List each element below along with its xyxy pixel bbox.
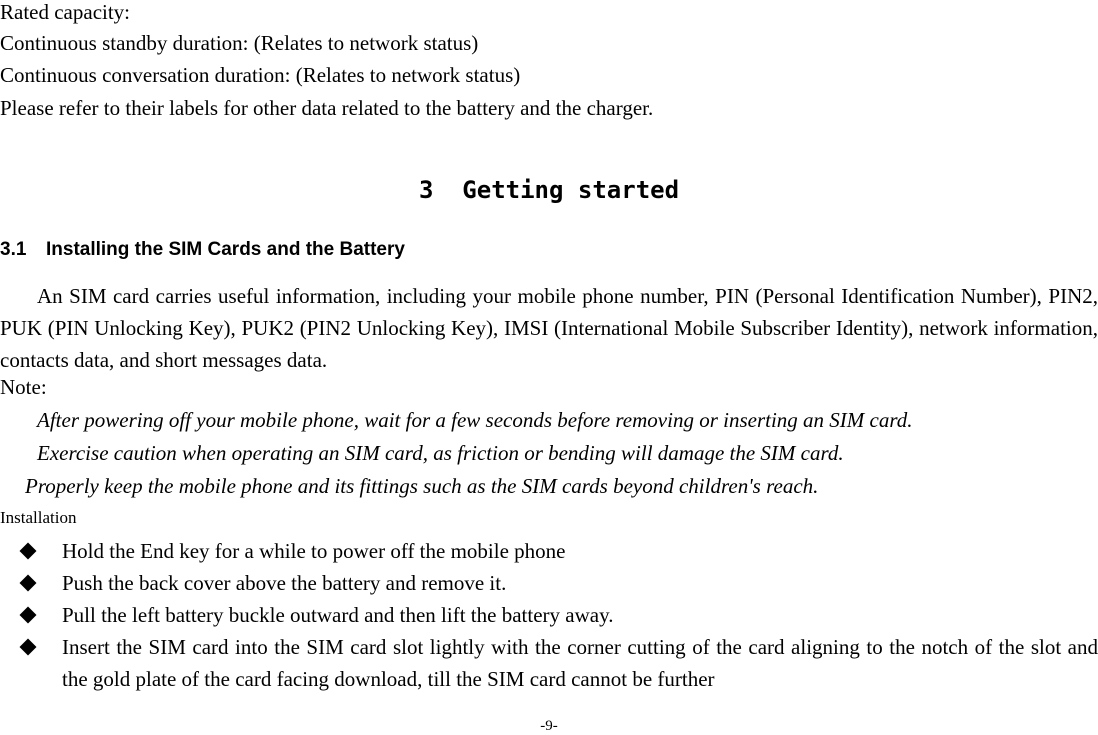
diamond-bullet-icon — [20, 639, 36, 655]
note-item: After powering off your mobile phone, wait for a few seconds before removing or inserting an SIM card. — [37, 408, 913, 432]
conversation-duration-line: Continuous conversation duration: (Relates to network status) — [0, 63, 521, 87]
installation-label: Installation — [0, 508, 77, 527]
note-item: Properly keep the mobile phone and its fittings such as the SIM cards beyond children's reach. — [25, 474, 819, 498]
installation-step-text: Hold the End key for a while to power off the mobile phone — [62, 539, 566, 563]
section-title: Installing the SIM Cards and the Battery — [46, 239, 405, 260]
rated-capacity-line: Rated capacity: — [0, 0, 131, 24]
battery-labels-line: Please refer to their labels for other data related to the battery and the charger. — [0, 96, 654, 120]
diamond-bullet-icon — [20, 543, 36, 559]
sim-card-description-paragraph: An SIM card carries useful information, including your mobile phone number, PIN (Personal Identification Number), PIN2, PUK (PIN Unlocking Key), PUK2 (PIN2 Unlocking Key), IMSI (International Mobile Subscriber Identity), network information, contacts data, and short messages data. — [0, 284, 1098, 372]
chapter-heading — [0, 175, 1098, 205]
note-label: Note: — [0, 375, 47, 399]
standby-duration-line: Continuous standby duration: (Relates to network status) — [0, 31, 479, 55]
installation-step-text: Insert the SIM card into the SIM card slot lightly with the corner cutting of the card aligning to the notch of the slot and the gold plate of the card facing download, till the SIM card cannot be further — [62, 635, 1098, 691]
installation-step-text: Pull the left battery buckle outward and then lift the battery away. — [62, 603, 614, 627]
note-item: Exercise caution when operating an SIM card, as friction or bending will damage the SIM card. — [37, 441, 844, 465]
chapter-number: 3 — [418, 176, 434, 204]
page-number: -9- — [540, 718, 558, 734]
diamond-bullet-icon — [20, 575, 36, 591]
section-number: 3.1 — [0, 239, 27, 260]
installation-step-text: Push the back cover above the battery and remove it. — [62, 571, 507, 595]
section-heading — [0, 238, 405, 262]
diamond-bullet-icon — [20, 607, 36, 623]
chapter-title: Getting started — [462, 176, 680, 204]
